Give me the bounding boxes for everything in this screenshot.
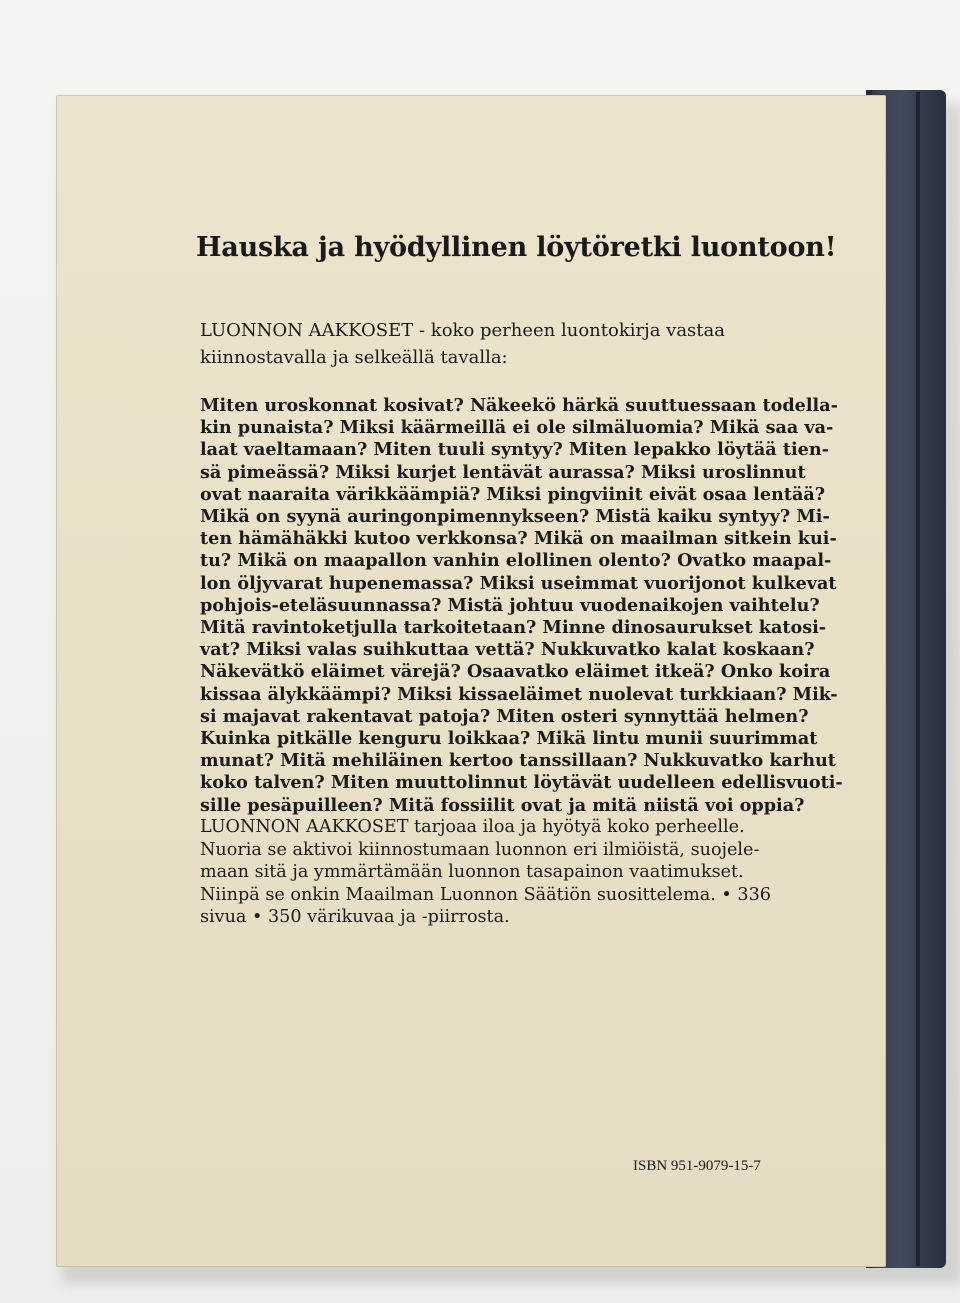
question-line: tu? Mikä on maapallon vanhin elollinen olento? Ovatko maapal- — [200, 550, 832, 572]
closing-line: sivua • 350 värikuvaa ja -piirrosta. — [200, 907, 510, 928]
question-line: ten hämähäkki kutoo verkkonsa? Mikä on maailman sitkein kui- — [200, 528, 837, 550]
question-line: Mikä on syynä auringonpimennykseen? Mistä kaiku syntyy? Mi- — [200, 506, 830, 528]
intro-line: kiinnostavalla ja selkeällä tavalla: — [200, 347, 508, 368]
question-line: laat vaeltamaan? Miten tuuli syntyy? Miten lepakko löytää tien- — [200, 439, 829, 461]
question-line: sille pesäpuilleen? Mitä fossiilit ovat ja mitä niistä voi oppia? — [200, 794, 805, 816]
question-line: pohjois-eteläsuunnassa? Mistä johtuu vuodenaikojen vaihtelu? — [200, 594, 820, 616]
closing-line: Niinpä se onkin Maailman Luonnon Säätiön suosittelema. • 336 — [200, 884, 771, 905]
isbn-label: ISBN 951-9079-15-7 — [633, 1158, 761, 1174]
question-line: Miten uroskonnat kosivat? Näkeekö härkä suuttuessaan todella- — [200, 395, 838, 416]
intro-line: LUONNON AAKKOSET - koko perheen luontokirja vastaa — [200, 320, 725, 341]
question-line: Mitä ravintoketjulla tarkoitetaan? Minne dinosaurukset katosi- — [200, 617, 827, 639]
closing-paragraph — [200, 816, 771, 929]
question-line: si majavat rakentavat patoja? Miten osteri synnyttää helmen? — [200, 705, 809, 727]
intro-paragraph — [200, 317, 800, 371]
question-line: Näkevätkö eläimet värejä? Osaavatko eläimet itkeä? Onko koira — [200, 661, 831, 683]
question-line: lon öljyvarat hupenemassa? Miksi useimmat vuorijonot kulkevat — [200, 572, 837, 594]
closing-line: Nuoria se aktivoi kiinnostumaan luonnon eri ilmiöistä, suojele- — [200, 839, 760, 860]
closing-line: maan sitä ja ymmärtämään luonnon tasapainon vaatimukset. — [200, 862, 744, 883]
question-line: Kuinka pitkälle kenguru loikkaa? Mikä lintu munii suurimmat — [200, 728, 818, 750]
cover-headline: Hauska ja hyödyllinen löytöretki luontoon! — [196, 232, 837, 263]
closing-line: LUONNON AAKKOSET tarjoaa iloa ja hyötyä koko perheelle. — [200, 817, 745, 837]
question-line: munat? Mitä mehiläinen kertoo tanssillaan? Nukkuvatko karhut — [200, 750, 836, 772]
question-line: ovat naaraita värikkäämpiä? Miksi pingviinit eivät osaa lentää? — [200, 483, 826, 505]
questions-paragraph — [200, 395, 843, 817]
question-line: sä pimeässä? Miksi kurjet lentävät aurassa? Miksi uroslinnut — [200, 461, 806, 483]
question-line: kin punaista? Miksi käärmeillä ei ole silmäluomia? Mikä saa va- — [200, 417, 834, 439]
question-line: kissaa älykkäämpi? Miksi kissaeläimet nuolevat turkkiaan? Mik- — [200, 683, 838, 705]
question-line: koko talven? Miten muuttolinnut löytävät uudelleen edellisvuoti- — [200, 772, 843, 794]
spine-groove — [916, 92, 920, 1266]
question-line: vat? Miksi valas suihkuttaa vettä? Nukkuvatko kalat koskaan? — [200, 639, 815, 661]
